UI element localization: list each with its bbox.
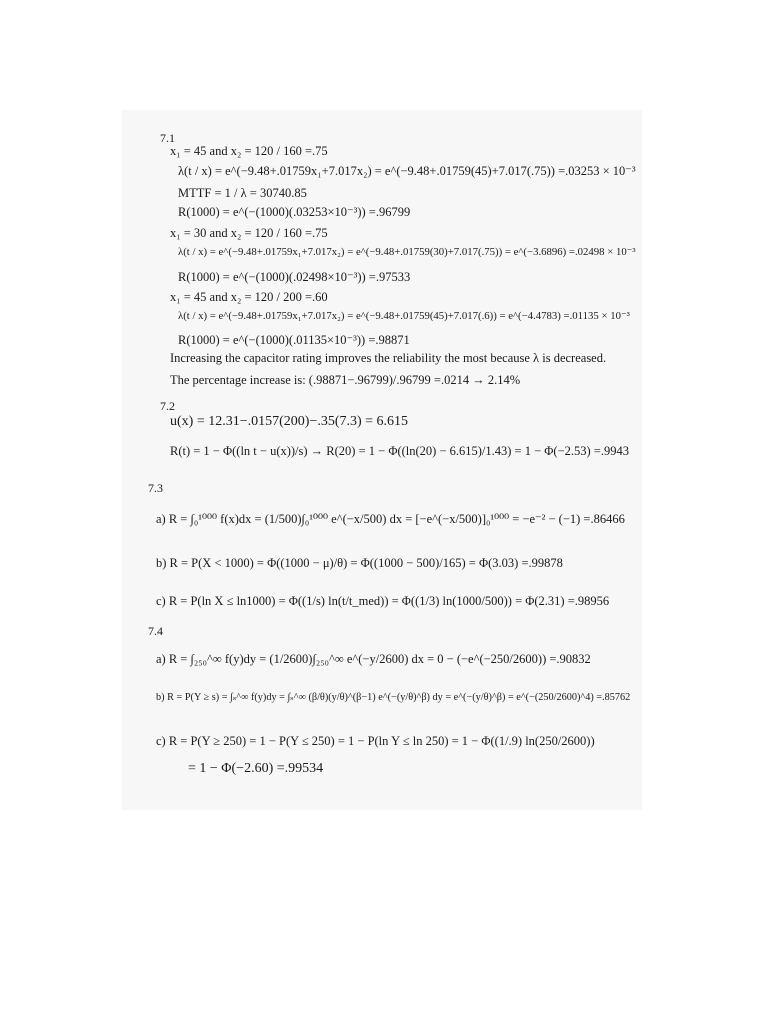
- line-u-of-x: u(x) = 12.31−.0157(200)−.35(7.3) = 6.615: [170, 414, 409, 429]
- solutions-page: [122, 110, 642, 810]
- line-conclusion: Increasing the capacitor rating improves the reliability the most because λ is decreased.: [170, 351, 607, 365]
- line-x2-60: x₁ = 45 and x₂ = 120 / 200 =.60: [170, 290, 328, 304]
- line-7-4-c-result: = 1 − Φ(−2.60) =.99534: [188, 761, 324, 776]
- line-lambda-3: λ(t / x) = e^(−9.48+.01759x₁+7.017x₂) = e^(−9.48+.01759(45)+7.017(.6)) = e^(−4.4783) =.01135 × 10⁻³: [178, 310, 630, 322]
- line-r1000-1: R(1000) = e^(−(1000)(.03253×10⁻³)) =.96799: [178, 205, 411, 219]
- line-x1-45: x₁ = 45 and x₂ = 120 / 160 =.75: [170, 144, 328, 158]
- section-7-2-heading: 7.2: [160, 399, 175, 413]
- line-7-3-a: a) R = ∫₀¹⁰⁰⁰ f(x)dx = (1/500)∫₀¹⁰⁰⁰ e^(−x/500) dx = [−e^(−x/500)]₀¹⁰⁰⁰ = −e⁻² − (−1) =.86466: [156, 512, 625, 526]
- section-7-1-heading: 7.1: [160, 131, 175, 145]
- line-r1000-3: R(1000) = e^(−(1000)(.01135×10⁻³)) =.98871: [178, 333, 410, 347]
- line-lambda-1: λ(t / x) = e^(−9.48+.01759x₁+7.017x₂) = e^(−9.48+.01759(45)+7.017(.75)) =.03253 × 10⁻³: [178, 164, 636, 178]
- line-7-4-c: c) R = P(Y ≥ 250) = 1 − P(Y ≤ 250) = 1 − P(ln Y ≤ ln 250) = 1 − Φ((1/.9) ln(250/2600)): [156, 734, 595, 748]
- section-7-4-heading: 7.4: [148, 624, 163, 638]
- line-percentage-increase: The percentage increase is: (.98871−.96799)/.96799 =.0214 → 2.14%: [170, 373, 521, 387]
- line-7-4-a: a) R = ∫₂₅₀^∞ f(y)dy = (1/2600)∫₂₅₀^∞ e^(−y/2600) dx = 0 − (−e^(−250/2600)) =.90832: [156, 652, 591, 666]
- line-7-3-c: c) R = P(ln X ≤ ln1000) = Φ((1/s) ln(t/t_med)) = Φ((1/3) ln(1000/500)) = Φ(2.31) =.98956: [156, 594, 610, 608]
- line-r1000-2: R(1000) = e^(−(1000)(.02498×10⁻³)) =.97533: [178, 270, 411, 284]
- line-mttf: MTTF = 1 / λ = 30740.85: [178, 186, 307, 200]
- line-7-3-b: b) R = P(X < 1000) = Φ((1000 − μ)/θ) = Φ((1000 − 500)/165) = Φ(3.03) =.99878: [156, 556, 563, 570]
- line-lambda-2: λ(t / x) = e^(−9.48+.01759x₁+7.017x₂) = e^(−9.48+.01759(30)+7.017(.75)) = e^(−3.6896) =.02498 × 10⁻³: [178, 246, 636, 258]
- section-7-3-heading: 7.3: [148, 481, 163, 495]
- line-r20: R(t) = 1 − Φ((ln t − u(x))/s) → R(20) = 1 − Φ((ln(20) − 6.615)/1.43) = 1 − Φ(−2.53) =.9943: [170, 444, 629, 458]
- line-x1-30: x₁ = 30 and x₂ = 120 / 160 =.75: [170, 226, 328, 240]
- line-7-4-b: b) R = P(Y ≥ s) = ∫ₛ^∞ f(y)dy = ∫ₛ^∞ (β/θ)(y/θ)^(β−1) e^(−(y/θ)^β) dy = e^(−(y/θ)^β) = e^(−(250/2600)^4) =.85762: [156, 692, 631, 703]
